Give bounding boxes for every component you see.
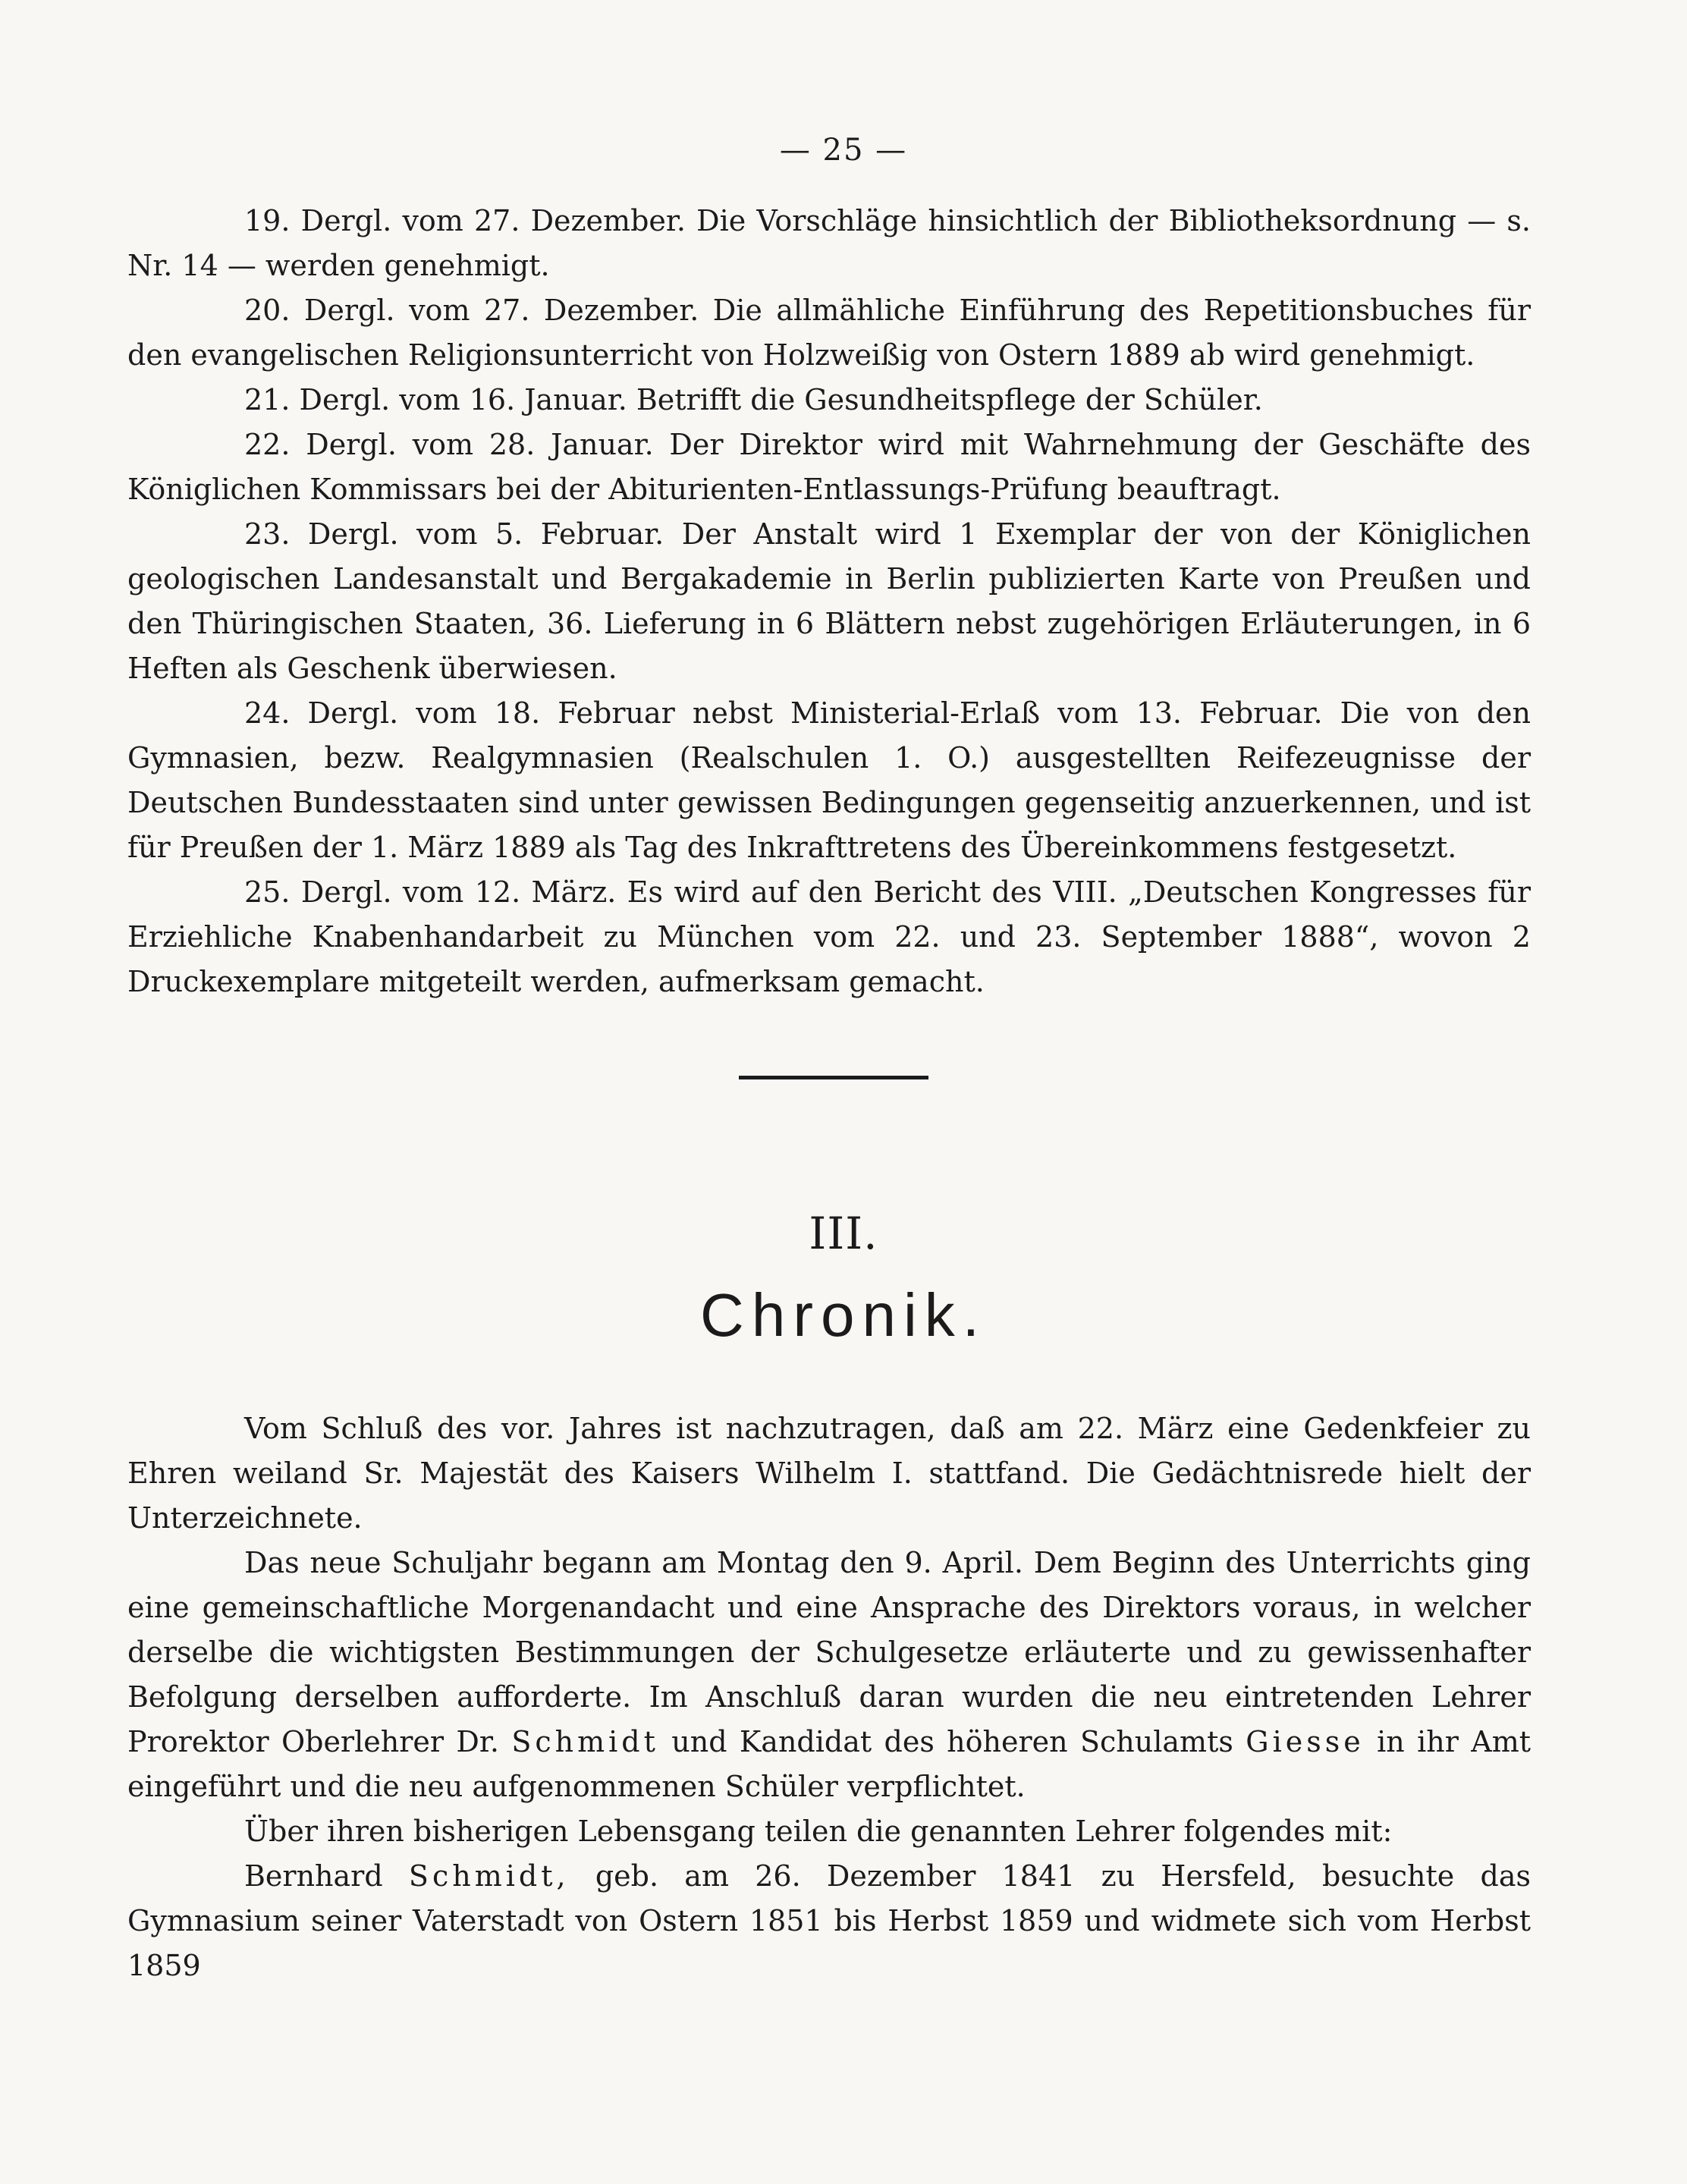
decree-first-line: 24. Dergl. vom 18. Februar nebst Ministerial-Erlaß vom 13. Februar. Die von den: [244, 696, 1531, 730]
decree-continuation: — s. Nr. 14 — werden genehmigt.: [127, 204, 1531, 282]
decree-continuation: geologischen Landesanstalt und Bergakademie in Berlin publizierten Karte von Preußen und den Thüringischen Staaten, 36. Lieferung in 6 Blättern nebst zugehörigen Erläuterungen, in 6 Heften als Geschenk überwiesen.: [127, 562, 1531, 685]
chronicle-paragraph: Vom Schluß des vor. Jahres ist nachzutragen, daß am 22. März eine Gedenkfeier zu Ehren weiland Sr. Majestät des Kaisers Wilhelm I. stattfand. Die Gedächtnisrede hielt der Unterzeichnete.: [127, 1412, 1531, 1535]
paragraph-text: Das neue Schuljahr begann am Montag den 9. April. Dem Beginn des Unterrichts ging eine gemeinschaftliche Morgenandacht und eine Ansprache des Direktors voraus, in welcher derselbe die wichtigsten Bestimmungen der Schulgesetze erläuterte und zu gewissenhafter Befolgung derselben aufforderte. Im Anschluß daran wurden die neu eintretenden Lehrer Prorektor Oberlehrer Dr.: [127, 1546, 1531, 1758]
decree-item: [127, 870, 1531, 1004]
decree-continuation: Königlichen Kommissars bei der Abiturienten-Entlassungs-Prüfung beauftragt.: [127, 473, 1281, 506]
person-name: Schmidt,: [408, 1859, 570, 1893]
paragraph-text: Bernhard: [244, 1859, 383, 1893]
decree-item: [127, 691, 1531, 870]
section-divider: [739, 1076, 928, 1079]
decree-first-line: 19. Dergl. vom 27. Dezember. Die Vorschläge hinsichtlich der Bibliotheksordnung: [244, 204, 1457, 237]
page-number: — 25 —: [779, 133, 908, 168]
paragraph-text: und Kandidat des höheren Schulamts: [671, 1725, 1233, 1758]
chronicle-paragraph: [127, 1541, 1531, 1809]
decree-first-line: 22. Dergl. vom 28. Januar. Der Direktor wird mit Wahrnehmung der Geschäfte des: [244, 428, 1531, 461]
decree-first-line: 25. Dergl. vom 12. März. Es wird auf den Bericht des VIII. „Deutschen Kongresses: [244, 875, 1477, 909]
chronicle-text: [127, 1406, 1531, 1988]
decree-item: [127, 512, 1531, 691]
person-name: Giesse: [1246, 1725, 1365, 1758]
decree-first-line: 20. Dergl. vom 27. Dezember. Die allmähliche Einführung des Repetitionsbuches für: [244, 294, 1531, 327]
decree-continuation: für Erziehliche Knabenhandarbeit zu München vom 22. und 23. September 1888“, wovon 2 Druckexemplare mitgeteilt werden, aufmerksam gemacht.: [127, 875, 1531, 998]
decree-continuation: Gymnasien, bezw. Realgymnasien (Realschulen 1. O.) ausgestellten Reifezeugnisse der Deutschen Bundesstaaten sind unter gewissen Bedingungen gegenseitig anzuerkennen, und ist für Preußen der 1. März 1889 als Tag des Inkrafttretens des Übereinkommens festgesetzt.: [127, 741, 1531, 864]
person-name: Schmidt: [511, 1725, 659, 1758]
chronicle-paragraph: Über ihren bisherigen Lebensgang teilen die genannten Lehrer folgendes mit:: [244, 1815, 1393, 1848]
decree-first-line: 23. Dergl. vom 5. Februar. Der Anstalt wird 1 Exemplar der von der Königlichen: [244, 517, 1531, 551]
decree-item: [127, 378, 1531, 423]
decree-item: [127, 288, 1531, 378]
decree-continuation: den evangelischen Religionsunterricht von Holzweißig von Ostern 1889 ab wird genehmigt.: [127, 338, 1475, 372]
section-number: III.: [809, 1208, 878, 1259]
decree-list: [127, 199, 1531, 1004]
section-title: Chronik.: [700, 1281, 987, 1349]
decree-item: [127, 199, 1531, 288]
paragraph-text: in ihr Amt eingeführt und die neu aufgenommenen Schüler verpflichtet.: [127, 1725, 1531, 1803]
decree-first-line: 21. Dergl. vom 16. Januar. Betrifft die Gesundheitspflege der Schüler.: [244, 383, 1263, 416]
chronicle-paragraph: [127, 1854, 1531, 1988]
paragraph-text: geb. am 26. Dezember 1841 zu Hersfeld, besuchte das Gymnasium seiner Vaterstadt von Ostern 1851 bis Herbst 1859 und widmete sich vom Herbst 1859: [127, 1859, 1531, 1982]
decree-item: [127, 423, 1531, 512]
